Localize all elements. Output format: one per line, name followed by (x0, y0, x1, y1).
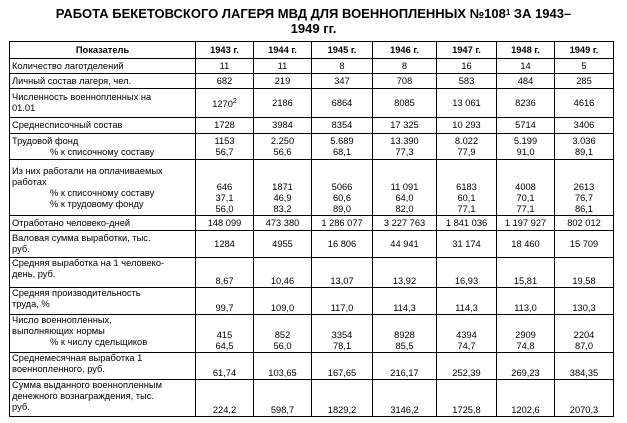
row-indicator-label (10, 216, 196, 231)
row-label-line: руб. (12, 244, 30, 254)
row-value-cell (196, 258, 254, 288)
table-row (10, 288, 614, 315)
row-label-line: выполняющих нормы (12, 326, 105, 336)
header-year: 1945 г. (312, 42, 373, 59)
row-value-cell (437, 160, 497, 216)
value-line: 117,0 (330, 303, 354, 313)
value-line: 56,7 (215, 146, 234, 157)
row-indicator-label (10, 258, 196, 288)
value-line: 2613 (573, 182, 595, 192)
value-line: 484 (517, 75, 534, 86)
value-line: 83,2 (273, 204, 292, 214)
value-line: 17 325 (390, 120, 419, 130)
row-value-cell (437, 216, 497, 231)
footnote-marker: 2 (232, 97, 237, 105)
row-value-cell (555, 118, 614, 134)
row-value-cell (254, 160, 312, 216)
row-value-cell (373, 353, 437, 380)
value-line: 4616 (573, 97, 595, 108)
row-value-cell (196, 160, 254, 216)
value-line: 269,23 (511, 368, 540, 378)
value-line: 415 (216, 330, 233, 340)
value-line: 14 (520, 60, 531, 71)
row-label-line: Число военнопленных, (12, 315, 112, 325)
value-line (439, 160, 494, 171)
value-line: 89,0 (332, 204, 352, 214)
row-value-cell (254, 380, 312, 417)
value-line: 78,1 (332, 341, 352, 351)
row-value-cell (555, 353, 614, 380)
value-line: 802 012 (567, 217, 601, 228)
row-indicator-label (10, 380, 196, 417)
value-line: 216,17 (390, 368, 419, 378)
value-line: 4008 (515, 182, 536, 192)
row-value-cell (555, 315, 614, 353)
row-value-cell (555, 89, 614, 118)
row-value-cell (254, 59, 312, 74)
value-line: 682 (216, 75, 233, 86)
header-year: 1948 г. (497, 42, 555, 59)
row-value-cell (373, 258, 437, 288)
row-value-cell (497, 231, 555, 258)
value-line: 70,1 (516, 193, 535, 203)
value-line (557, 160, 611, 171)
value-line: 4394 (456, 330, 477, 340)
value-line: 11 091 (390, 182, 419, 192)
value-line (198, 160, 251, 171)
row-indicator-label (10, 134, 196, 160)
row-label-line: денежного вознаграждения, тыс. (12, 391, 154, 401)
row-value-cell (555, 258, 614, 288)
row-value-cell (312, 258, 373, 288)
row-value-cell (437, 231, 497, 258)
value-line: 148 099 (207, 217, 242, 228)
row-value-cell (497, 118, 555, 134)
row-label-line: Среднесписочный состав (12, 120, 123, 130)
row-value-cell (373, 74, 437, 89)
row-value-cell (312, 59, 373, 74)
value-line: 68,1 (332, 146, 352, 157)
row-label-line: Отработано человеко-дней (12, 217, 131, 228)
value-line: 86,1 (574, 204, 594, 214)
row-value-cell (497, 89, 555, 118)
value-line: 103,65 (268, 368, 297, 378)
row-value-cell (196, 134, 254, 160)
value-line: 8 (339, 60, 345, 71)
value-line: 1 197 927 (504, 217, 547, 228)
row-value-cell (373, 288, 437, 315)
table-row (10, 231, 614, 258)
value-line: 6183 (456, 182, 477, 192)
row-label-line: Количество лаготделений (12, 60, 124, 71)
value-line: 285 (576, 75, 592, 86)
row-value-cell (254, 134, 312, 160)
row-value-cell (437, 118, 497, 134)
value-line: 1270 (212, 99, 233, 110)
value-line: 130,3 (572, 303, 596, 313)
value-line: 114,3 (393, 303, 416, 313)
row-value-cell (555, 216, 614, 231)
header-row (10, 42, 614, 59)
table-row (10, 59, 614, 74)
row-value-cell (373, 59, 437, 74)
row-indicator-label (10, 160, 196, 216)
value-line: 5714 (515, 120, 536, 130)
value-line: 8236 (515, 97, 536, 108)
header-indicator: Показатель (10, 42, 196, 59)
value-line (256, 160, 309, 171)
value-line: 583 (458, 75, 475, 86)
value-line: 85,5 (395, 341, 414, 351)
value-line: 2186 (272, 97, 293, 108)
value-line: 8085 (394, 97, 415, 108)
value-line: 224,2 (212, 405, 237, 415)
row-value-cell (254, 89, 312, 118)
row-value-cell (373, 216, 437, 231)
title-footnote-marker: 1 (505, 8, 511, 17)
row-value-cell (497, 288, 555, 315)
table-row (10, 74, 614, 89)
row-value-cell (196, 59, 254, 74)
row-value-cell (312, 231, 373, 258)
table-row (10, 258, 614, 288)
value-line: 16 806 (327, 238, 357, 249)
row-indicator-label (10, 89, 196, 118)
value-line: 10,46 (270, 276, 295, 286)
value-line: 13.390 (390, 135, 419, 146)
title-line-2: 1949 гг. (290, 21, 337, 36)
value-line: 15 709 (569, 238, 599, 249)
value-line: 11 (277, 60, 288, 71)
row-value-cell (254, 258, 312, 288)
row-label-line: Среднемесячная выработка 1 (12, 353, 143, 363)
value-line: 60,6 (332, 193, 352, 203)
value-line: 89,1 (574, 146, 594, 157)
row-label-line: военнопленного, руб. (12, 364, 105, 374)
value-line: 13 061 (452, 97, 481, 108)
row-value-cell (497, 315, 555, 353)
value-line: 347 (334, 75, 350, 86)
value-line: 76,7 (574, 193, 594, 203)
row-value-cell (555, 231, 614, 258)
title-line-1: РАБОТА БЕКЕТОВСКОГО ЛАГЕРЯ МВД ДЛЯ ВОЕННОПЛЕННЫХ №108 (55, 6, 506, 21)
row-value-cell (437, 74, 497, 89)
row-value-cell (312, 315, 373, 353)
row-value-cell (312, 353, 373, 380)
value-line: 77,1 (457, 204, 476, 214)
value-line: 2204 (573, 330, 595, 340)
row-label-line: руб. (12, 402, 30, 412)
value-line: 1871 (272, 182, 293, 192)
value-line (198, 171, 251, 182)
value-line: 64,5 (215, 341, 234, 351)
row-value-cell (196, 216, 254, 231)
row-value-cell (312, 160, 373, 216)
row-value-cell (437, 288, 497, 315)
row-value-cell (497, 380, 555, 417)
value-line (375, 160, 434, 171)
value-line: 82,0 (395, 204, 414, 214)
document-title (0, 6, 627, 36)
value-line: 1202,6 (511, 405, 540, 415)
row-value-cell (373, 89, 437, 118)
value-line: 77,3 (395, 146, 414, 157)
row-value-cell (196, 380, 254, 417)
camp-work-table (9, 41, 614, 417)
value-line: 8.022 (454, 135, 479, 146)
value-line: 598,7 (270, 405, 295, 415)
value-line: 5.689 (330, 135, 354, 146)
row-label-line: % к трудовому фонду (50, 198, 144, 209)
value-line: 2909 (515, 330, 536, 340)
table-row (10, 89, 614, 118)
value-line: 1153 (214, 135, 235, 146)
row-value-cell (497, 353, 555, 380)
row-value-cell (497, 59, 555, 74)
row-value-cell (497, 216, 555, 231)
value-line: 18 460 (511, 238, 540, 249)
row-label-line: Валовая сумма выработки, тыс. (12, 233, 151, 243)
row-label-line: Личный состав лагеря, чел. (12, 75, 132, 86)
row-indicator-label (10, 118, 196, 134)
value-line: 3406 (573, 120, 595, 130)
value-line: 64,0 (395, 193, 414, 203)
row-value-cell (254, 118, 312, 134)
row-label-line: % к списочному составу (50, 187, 155, 198)
value-line: 56,0 (215, 204, 234, 214)
row-value-cell (254, 216, 312, 231)
row-value-cell (555, 59, 614, 74)
value-line: 473 380 (265, 217, 300, 228)
value-line: 8928 (394, 330, 415, 340)
table-row (10, 134, 614, 160)
value-line (314, 171, 370, 182)
value-line (439, 171, 494, 182)
row-value-cell (373, 134, 437, 160)
row-label-line: Средняя производительность (12, 288, 141, 298)
value-line: 114,3 (455, 303, 478, 313)
value-line: 384,35 (569, 368, 599, 378)
value-line: 2.250 (270, 135, 295, 146)
value-line: 5 (581, 60, 587, 71)
value-line: 60,1 (457, 193, 476, 203)
value-line: 1725,8 (452, 405, 481, 415)
row-value-cell (196, 231, 254, 258)
row-label-line: работах (12, 176, 47, 187)
value-line (499, 160, 552, 171)
value-line: 91,0 (516, 146, 535, 157)
row-value-cell (196, 288, 254, 315)
value-line (499, 171, 552, 182)
value-line: 61,74 (212, 368, 237, 378)
row-value-cell (312, 216, 373, 231)
value-line: 6864 (331, 97, 353, 108)
value-line: 646 (216, 182, 233, 192)
row-value-cell (497, 74, 555, 89)
value-line: 252,39 (452, 368, 481, 378)
value-line: 1284 (214, 238, 235, 249)
value-line: 219 (274, 75, 291, 86)
row-value-cell (312, 74, 373, 89)
value-line: 15,81 (513, 276, 538, 286)
value-line: 3146,2 (390, 405, 419, 415)
value-line: 5066 (331, 182, 353, 192)
header-year: 1947 г. (437, 42, 497, 59)
row-label-line: Сумма выданного военнопленным (12, 380, 162, 390)
header-year: 1944 г. (254, 42, 312, 59)
row-value-cell (497, 134, 555, 160)
value-line: 46,9 (273, 193, 292, 203)
title-line-1-end: ЗА 1943– (510, 6, 572, 21)
row-value-cell (373, 118, 437, 134)
row-value-cell (254, 315, 312, 353)
row-value-cell (196, 353, 254, 380)
value-line (256, 171, 309, 182)
row-value-cell (437, 380, 497, 417)
row-value-cell (312, 118, 373, 134)
value-line: 87,0 (574, 341, 594, 351)
row-value-cell (437, 353, 497, 380)
table-row (10, 216, 614, 231)
value-line: 8354 (331, 120, 353, 130)
row-value-cell (254, 353, 312, 380)
value-line: 113,0 (514, 303, 537, 313)
value-line: 167,65 (327, 368, 357, 378)
value-line: 8,67 (215, 276, 234, 286)
row-indicator-label (10, 288, 196, 315)
row-indicator-label (10, 315, 196, 353)
row-value-cell (437, 258, 497, 288)
row-indicator-label (10, 231, 196, 258)
value-line: 708 (396, 75, 413, 86)
value-line: 5.199 (513, 135, 538, 146)
value-line: 77,9 (457, 146, 476, 157)
row-value-cell (312, 134, 373, 160)
value-line: 1 841 036 (445, 217, 488, 228)
row-value-cell (373, 160, 437, 216)
row-value-cell (437, 134, 497, 160)
row-indicator-label (10, 74, 196, 89)
value-line: 3.036 (572, 135, 596, 146)
value-line: 10 293 (452, 120, 481, 130)
row-value-cell (312, 89, 373, 118)
value-line: 3984 (272, 120, 293, 130)
row-value-cell (555, 134, 614, 160)
row-label-line: Трудовой фонд (12, 135, 79, 146)
row-value-cell (254, 74, 312, 89)
row-value-cell (196, 89, 254, 118)
row-value-cell (555, 160, 614, 216)
row-value-cell (254, 288, 312, 315)
row-value-cell (196, 315, 254, 353)
value-line: 74,8 (516, 341, 535, 351)
row-value-cell (555, 380, 614, 417)
row-value-cell (497, 160, 555, 216)
value-line: 56,0 (273, 341, 292, 351)
value-line: 13,07 (330, 276, 354, 286)
value-line: 74,7 (457, 341, 476, 351)
row-value-cell (312, 288, 373, 315)
row-value-cell (196, 118, 254, 134)
table-body (10, 59, 614, 417)
value-line: 1 286 077 (321, 217, 363, 228)
table-row (10, 315, 614, 353)
row-label-line: % к числу сдельщиков (50, 337, 148, 347)
value-line: 56,6 (273, 146, 292, 157)
row-label-line: 01.01 (12, 103, 36, 113)
table-row (10, 118, 614, 134)
table-row (10, 353, 614, 380)
row-value-cell (555, 288, 614, 315)
value-line (375, 171, 434, 182)
value-line: 13,92 (392, 276, 417, 286)
value-line: 8 (401, 60, 408, 71)
row-value-cell (196, 74, 254, 89)
value-line: 109,0 (270, 303, 295, 313)
value-line: 1728 (214, 120, 235, 130)
value-line: 3354 (331, 330, 353, 340)
row-label-line: Из них работали на оплачиваемых (12, 165, 163, 176)
row-label-line: день, руб. (12, 269, 56, 279)
value-line: 4955 (272, 238, 293, 249)
row-value-cell (373, 380, 437, 417)
row-value-cell (373, 315, 437, 353)
row-value-cell (254, 231, 312, 258)
value-line: 2070,3 (569, 405, 599, 415)
value-line: 44 941 (390, 238, 419, 249)
row-value-cell (312, 380, 373, 417)
value-line (557, 171, 611, 182)
row-value-cell (555, 74, 614, 89)
value-line (314, 160, 370, 171)
row-label-line: Численность военнопленных на (12, 92, 152, 102)
row-indicator-label (10, 59, 196, 74)
value-line: 31 174 (452, 238, 481, 249)
value-line: 852 (274, 330, 291, 340)
row-indicator-label (10, 353, 196, 380)
row-label-line: % к списочному составу (50, 146, 155, 157)
header-year: 1946 г. (373, 42, 437, 59)
value-line: 77,1 (516, 204, 535, 214)
row-value-cell (437, 315, 497, 353)
value-line: 37,1 (215, 193, 234, 203)
row-value-cell (373, 231, 437, 258)
value-line: 16,93 (454, 276, 479, 286)
value-line: 11 (219, 60, 230, 71)
row-value-cell (497, 258, 555, 288)
value-line: 1829,2 (327, 405, 357, 415)
header-year: 1949 г. (555, 42, 614, 59)
value-line: 16 (461, 60, 472, 71)
value-line: 99,7 (215, 303, 234, 313)
value-line: 19,58 (572, 276, 596, 286)
row-value-cell (437, 59, 497, 74)
header-year: 1943 г. (196, 42, 254, 59)
table-row (10, 160, 614, 216)
table-row (10, 380, 614, 417)
row-label-line: Средняя выработка на 1 человеко- (12, 258, 165, 268)
row-value-cell (437, 89, 497, 118)
row-label-line: труда, % (12, 299, 50, 309)
value-line: 3 227 763 (383, 217, 426, 228)
